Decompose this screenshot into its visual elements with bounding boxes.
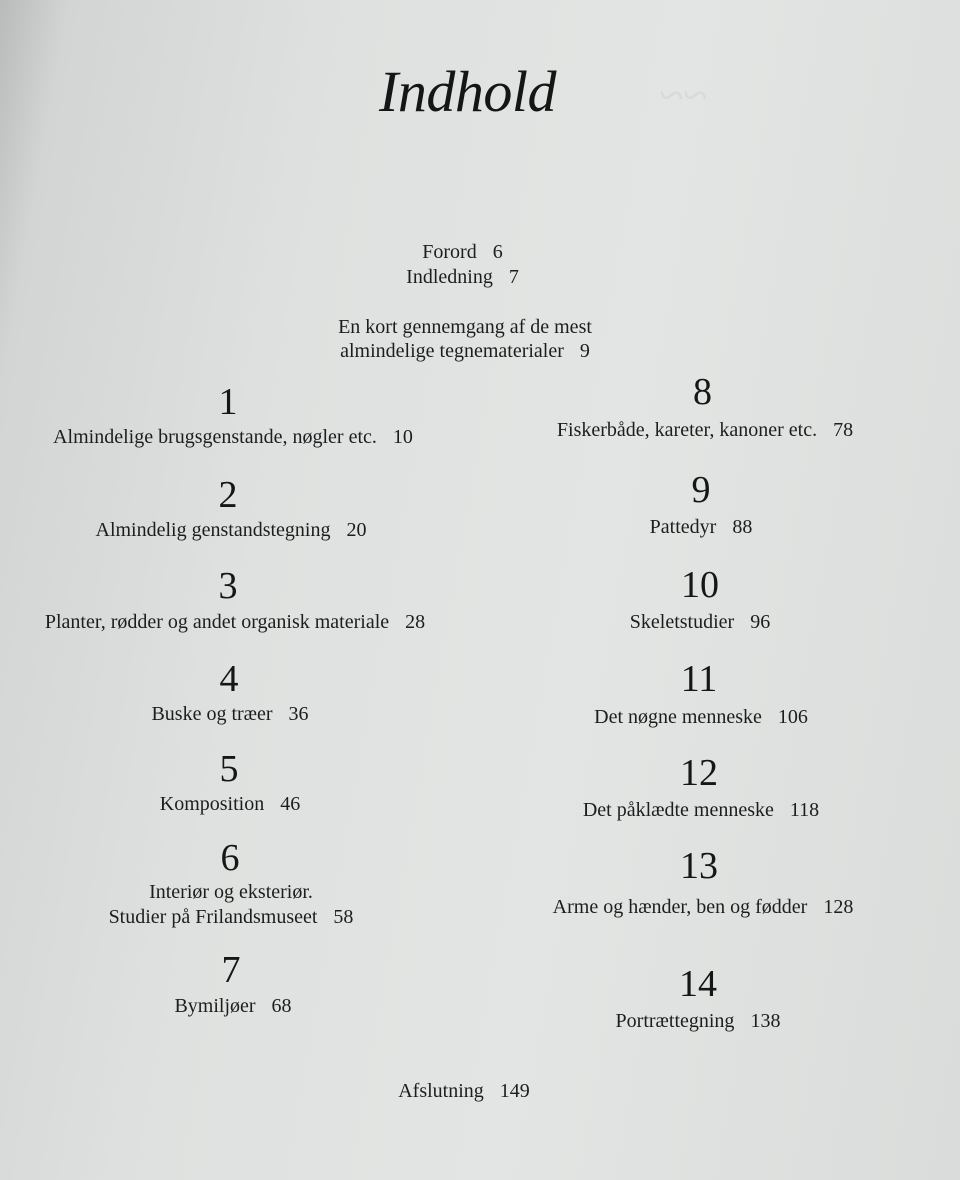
entry-label: Almindelig genstandstegning bbox=[95, 519, 331, 541]
entry-page: 149 bbox=[499, 1080, 530, 1102]
chapter-title bbox=[0, 425, 466, 449]
chapter-number: 12 bbox=[680, 752, 718, 794]
entry-label: Buske og træer bbox=[151, 703, 273, 725]
chapter-title-line2 bbox=[0, 905, 462, 929]
chapter-number: 13 bbox=[680, 845, 718, 887]
chapter-title bbox=[470, 418, 940, 442]
chapter-number: 11 bbox=[680, 658, 718, 700]
entry-label: Almindelige brugsgenstande, nøgler etc. bbox=[53, 426, 377, 448]
entry-page: 58 bbox=[333, 906, 354, 928]
entry-page: 36 bbox=[288, 703, 309, 725]
chapter-number: 6 bbox=[220, 837, 240, 879]
show-through-text: ~~ bbox=[660, 71, 708, 120]
chapter-number: 2 bbox=[218, 474, 238, 516]
chapter-number: 5 bbox=[219, 748, 239, 790]
entry-label: Pattedyr bbox=[649, 516, 717, 538]
entry-page: 20 bbox=[346, 519, 367, 541]
entry-page: 78 bbox=[833, 419, 854, 441]
entry-label: Det påklædte menneske bbox=[582, 799, 774, 821]
chapter-title bbox=[0, 994, 466, 1018]
entry-label: Bymiljøer bbox=[174, 995, 256, 1017]
chapter-title bbox=[470, 798, 932, 822]
entry-label: Afslutning bbox=[398, 1080, 484, 1102]
chapter-title bbox=[0, 792, 460, 816]
entry-page: 138 bbox=[750, 1010, 781, 1032]
entry-page: 7 bbox=[508, 266, 519, 288]
chapter-title bbox=[470, 515, 932, 539]
chapter-title-line1 bbox=[0, 880, 462, 904]
chapter-title bbox=[0, 518, 462, 542]
entry-label: Arme og hænder, ben og fødder bbox=[552, 896, 808, 918]
entry-page: 118 bbox=[789, 799, 820, 821]
entry-page: 28 bbox=[405, 611, 426, 633]
entry-page: 46 bbox=[280, 793, 301, 815]
chapter-number: 9 bbox=[691, 469, 711, 511]
chapter-title bbox=[470, 1009, 926, 1033]
entry-page: 68 bbox=[271, 995, 292, 1017]
entry-label: Komposition bbox=[159, 793, 265, 815]
toc-entry-indledning bbox=[0, 265, 925, 289]
chapter-number: 4 bbox=[219, 658, 239, 700]
entry-label: Forord bbox=[422, 241, 477, 263]
entry-label: Interiør og eksteriør. bbox=[149, 881, 313, 903]
toc-entry-materials-line1 bbox=[0, 315, 930, 339]
entry-page: 96 bbox=[750, 611, 771, 633]
chapter-title bbox=[470, 610, 930, 634]
chapter-number: 14 bbox=[679, 963, 717, 1005]
entry-page: 88 bbox=[732, 516, 753, 538]
entry-label: Planter, rødder og andet organisk materiale bbox=[44, 611, 390, 633]
entry-page: 10 bbox=[392, 426, 413, 448]
chapter-number: 3 bbox=[218, 565, 238, 607]
chapter-title bbox=[470, 895, 936, 919]
entry-label: Skeletstudier bbox=[629, 611, 735, 633]
chapter-number: 1 bbox=[218, 381, 238, 423]
entry-page: 9 bbox=[579, 340, 590, 362]
chapter-title bbox=[0, 702, 460, 726]
entry-label: Indledning bbox=[406, 266, 493, 288]
chapter-title bbox=[470, 705, 932, 729]
entry-page: 6 bbox=[492, 241, 503, 263]
entry-label: Fiskerbåde, kareter, kanoner etc. bbox=[556, 419, 818, 441]
entry-page: 128 bbox=[823, 896, 854, 918]
chapter-number: 8 bbox=[693, 371, 712, 413]
page-title: Indhold bbox=[379, 59, 556, 124]
toc-entry-forord bbox=[0, 240, 925, 264]
entry-label: Portrættegning bbox=[615, 1010, 735, 1032]
toc-entry-materials-line2 bbox=[0, 339, 930, 363]
entry-label: Det nøgne menneske bbox=[594, 706, 762, 728]
entry-label: Studier på Frilandsmuseet bbox=[108, 906, 318, 928]
toc-entry-afslutning bbox=[0, 1079, 928, 1103]
chapter-number: 10 bbox=[681, 564, 719, 606]
chapter-number: 7 bbox=[221, 949, 241, 991]
entry-label: almindelige tegnematerialer bbox=[340, 340, 564, 362]
chapter-title bbox=[0, 610, 470, 634]
entry-page: 106 bbox=[777, 706, 808, 728]
entry-label: En kort gennemgang af de mest bbox=[338, 316, 592, 338]
